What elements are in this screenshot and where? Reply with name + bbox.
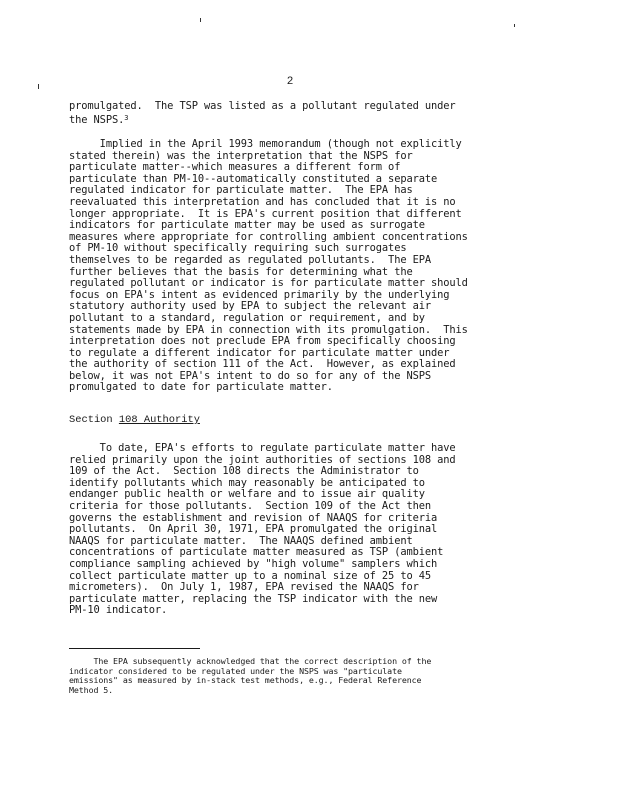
scan-speck: [38, 84, 39, 89]
text-line: promulgated. The TSP was listed as a pollutant regulated under: [69, 100, 456, 112]
footnote-divider: [69, 648, 200, 649]
text-line: longer appropriate. It is EPA's current position that different: [69, 207, 462, 220]
text-line: promulgated to date for particulate matter.: [69, 381, 333, 394]
continuation-text: [69, 101, 515, 126]
text-line: particulate matter, replacing the TSP indicator with the new: [69, 592, 438, 605]
text-line: below, it was not EPA's intent to do so for any of the NSPS: [69, 369, 432, 382]
text-line: reevaluated this interpretation and has concluded that it is no: [69, 195, 456, 208]
text-line: indicator considered to be regulated under the NSPS was "particulate: [69, 665, 402, 676]
text-line: themselves to be regarded as regulated pollutants. The EPA: [69, 253, 432, 266]
paragraph-implied-interpretation: [69, 139, 515, 394]
text-line: To date, EPA's efforts to regulate particulate matter have: [69, 442, 456, 454]
text-line: of PM-10 without specifically requiring such surrogates: [69, 242, 407, 255]
text-line: concentrations of particulate matter measured as TSP (ambient: [69, 546, 444, 559]
text-line: collect particulate matter up to a nominal size of 25 to 45: [69, 569, 432, 582]
text-line: Method 5.: [69, 685, 114, 696]
footnote: [69, 657, 521, 696]
text-line: identify pollutants which may reasonably be anticipated to: [69, 476, 425, 489]
text-line: 109 of the Act. Section 108 directs the Administrator to: [69, 465, 419, 478]
text-line: the authority of section 111 of the Act. However, as explained: [69, 358, 456, 371]
text-line: focus on EPA's intent as evidenced primarily by the underlying: [69, 288, 450, 301]
text-line: governs the establishment and revision of NAAQS for criteria: [69, 511, 438, 524]
text-line: measures where appropriate for controlling ambient concentrations: [69, 230, 468, 243]
text-line: emissions" as measured by in-stack test methods, e.g., Federal Reference: [69, 675, 422, 686]
footnote-reference: 3: [124, 113, 129, 122]
scan-speck: [200, 18, 201, 22]
text-line: PM-10 indicator.: [69, 604, 168, 617]
text-line: statutory authority used by EPA to subject the relevant air: [69, 300, 432, 313]
text-line: pollutant to a standard, regulation or requirement, and by: [69, 311, 425, 324]
text-line: further believes that the basis for determining what the: [69, 265, 413, 278]
text-line: particulate matter--which measures a different form of: [69, 161, 401, 174]
section-heading-title: 108 Authority: [118, 414, 200, 426]
text-line: pollutants. On April 30, 1971, EPA promulgated the original: [69, 523, 438, 536]
scan-speck: [514, 24, 515, 27]
text-line: Implied in the April 1993 memorandum (though not explicitly: [69, 138, 462, 150]
text-line: interpretation does not preclude EPA from specifically choosing: [69, 335, 456, 348]
text-line: the NSPS.: [69, 113, 125, 126]
text-line: regulated pollutant or indicator is for particulate matter should: [69, 277, 468, 290]
text-line: criteria for those pollutants. Section 109 of the Act then: [69, 499, 432, 512]
text-line: NAAQS for particulate matter. The NAAQS defined ambient: [69, 534, 413, 547]
text-line: relied primarily upon the joint authorities of sections 108 and: [69, 453, 456, 466]
text-line: micrometers). On July 1, 1987, EPA revised the NAAQS for: [69, 581, 419, 594]
page-number: 2: [286, 76, 294, 88]
section-heading-prefix: Section: [69, 414, 119, 426]
text-line: particulate than PM-10--automatically constituted a separate: [69, 172, 438, 185]
text-line: regulated indicator for particulate matter. The EPA has: [69, 184, 413, 197]
text-line: endanger public health or welfare and to issue air quality: [69, 488, 425, 501]
text-line: to regulate a different indicator for particulate matter under: [69, 346, 450, 359]
paragraph-section-108: [69, 443, 515, 617]
section-heading: [69, 415, 200, 427]
text-line: compliance sampling achieved by "high volume" samplers which: [69, 557, 438, 570]
text-line: indicators for particulate matter may be used as surrogate: [69, 219, 425, 232]
text-line: The EPA subsequently acknowledged that the correct description of the: [69, 656, 432, 666]
text-line: statements made by EPA in connection with its promulgation. This: [69, 323, 468, 336]
text-line: stated therein) was the interpretation that the NSPS for: [69, 149, 413, 162]
